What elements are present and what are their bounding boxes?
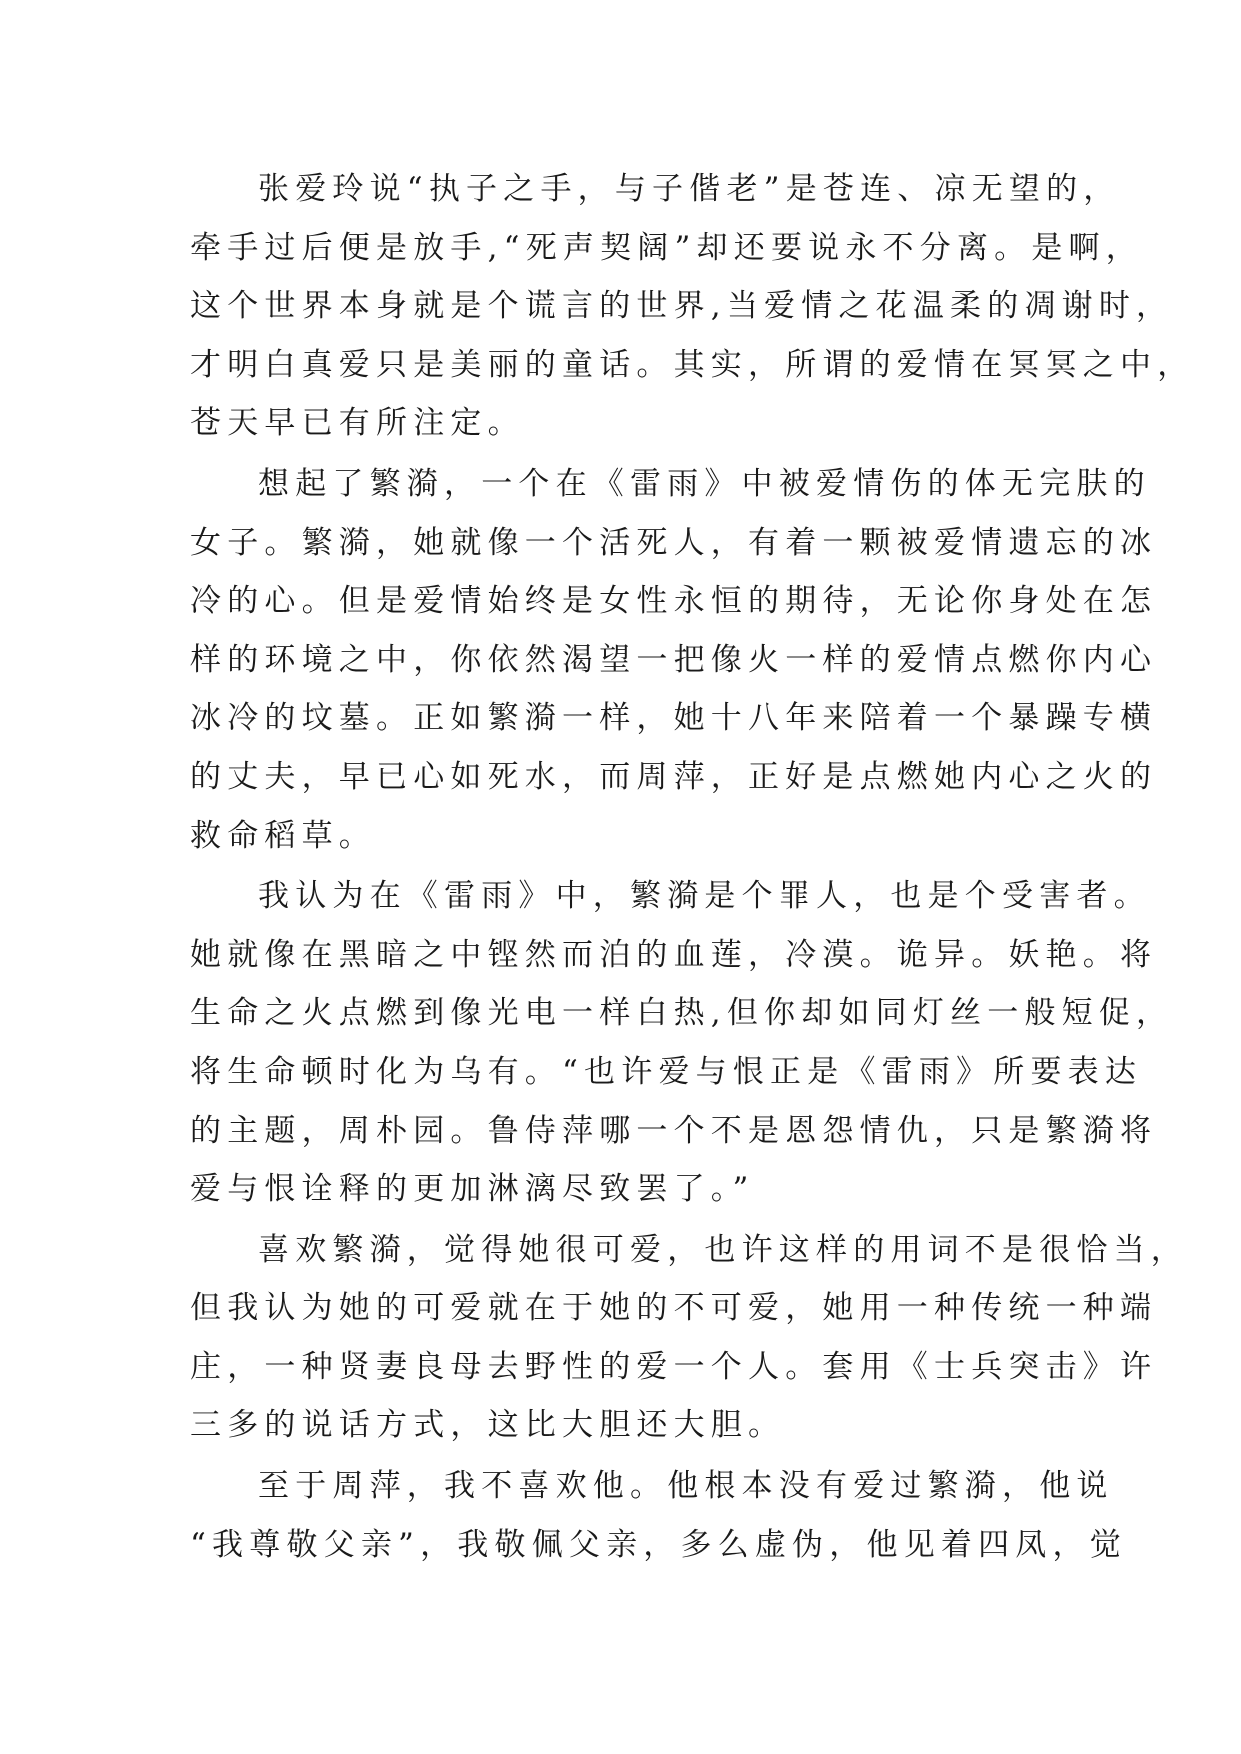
text-line: 喜欢繁漪，觉得她很可爱，也许这样的用词不是很恰当， xyxy=(258,1231,1188,1268)
text-line: 女子。繁漪，她就像一个活死人，有着一颗被爱情遗忘的冰 xyxy=(190,524,1158,561)
paragraph xyxy=(190,160,1195,453)
text-line: 才明白真爱只是美丽的童话。其实，所谓的爱情在冥冥之中， xyxy=(190,346,1195,383)
paragraph xyxy=(190,1457,1127,1574)
text-line: 救命稻草。 xyxy=(190,817,376,854)
text-line: 至于周萍，我不喜欢他。他根本没有爱过繁漪，他说 xyxy=(258,1468,1114,1505)
text-line: 牵手过后便是放手,“死声契阔”却还要说永不分离。是啊， xyxy=(190,229,1143,266)
text-line: 三多的说话方式，这比大胆还大胆。 xyxy=(190,1407,786,1444)
text-line: 但我认为她的可爱就在于她的不可爱，她用一种传统一种端 xyxy=(190,1290,1158,1327)
text-line: 样的环境之中，你依然渴望一把像火一样的爱情点燃你内心 xyxy=(190,641,1158,678)
text-line: 苍天早已有所注定。 xyxy=(190,405,525,442)
text-line: 张爱玲说“执子之手，与子偕老”是苍连、凉无望的， xyxy=(258,171,1121,207)
text-line: 这个世界本身就是个谎言的世界,当爱情之花温柔的凋谢时， xyxy=(190,288,1174,325)
text-line: 的丈夫，早已心如死水，而周萍，正好是点燃她内心之火的 xyxy=(190,758,1158,795)
body-text xyxy=(190,160,1195,1576)
text-line: 爱与恨诠释的更加淋漓尽致罢了。” xyxy=(190,1171,755,1208)
paragraph xyxy=(190,867,1174,1219)
text-line: 的主题，周朴园。鲁侍萍哪一个不是恩怨情仇，只是繁漪将 xyxy=(190,1112,1158,1149)
text-line: 庄，一种贤妻良母去野性的爱一个人。套用《士兵突击》许 xyxy=(190,1348,1158,1385)
text-line: 她就像在黑暗之中铿然而泊的血莲，冷漠。诡异。妖艳。将 xyxy=(190,936,1158,973)
paragraph xyxy=(190,1221,1188,1455)
text-line: 生命之火点燃到像光电一样白热,但你却如同灯丝一般短促， xyxy=(190,995,1174,1032)
text-line: 冷的心。但是爱情始终是女性永恒的期待，无论你身处在怎 xyxy=(190,583,1158,620)
text-line: 将生命顿时化为乌有。“也许爱与恨正是《雷雨》所要表达 xyxy=(190,1053,1143,1090)
text-line: 我认为在《雷雨》中，繁漪是个罪人，也是个受害者。 xyxy=(258,878,1151,915)
text-line: 冰冷的坟墓。正如繁漪一样，她十八年来陪着一个暴躁专横 xyxy=(190,700,1158,737)
text-line: 想起了繁漪，一个在《雷雨》中被爱情伤的体无完肤的 xyxy=(258,465,1151,502)
paragraph xyxy=(190,455,1158,865)
text-line: “我尊敬父亲”，我敬佩父亲，多么虚伪，他见着四凤，觉 xyxy=(190,1526,1127,1563)
